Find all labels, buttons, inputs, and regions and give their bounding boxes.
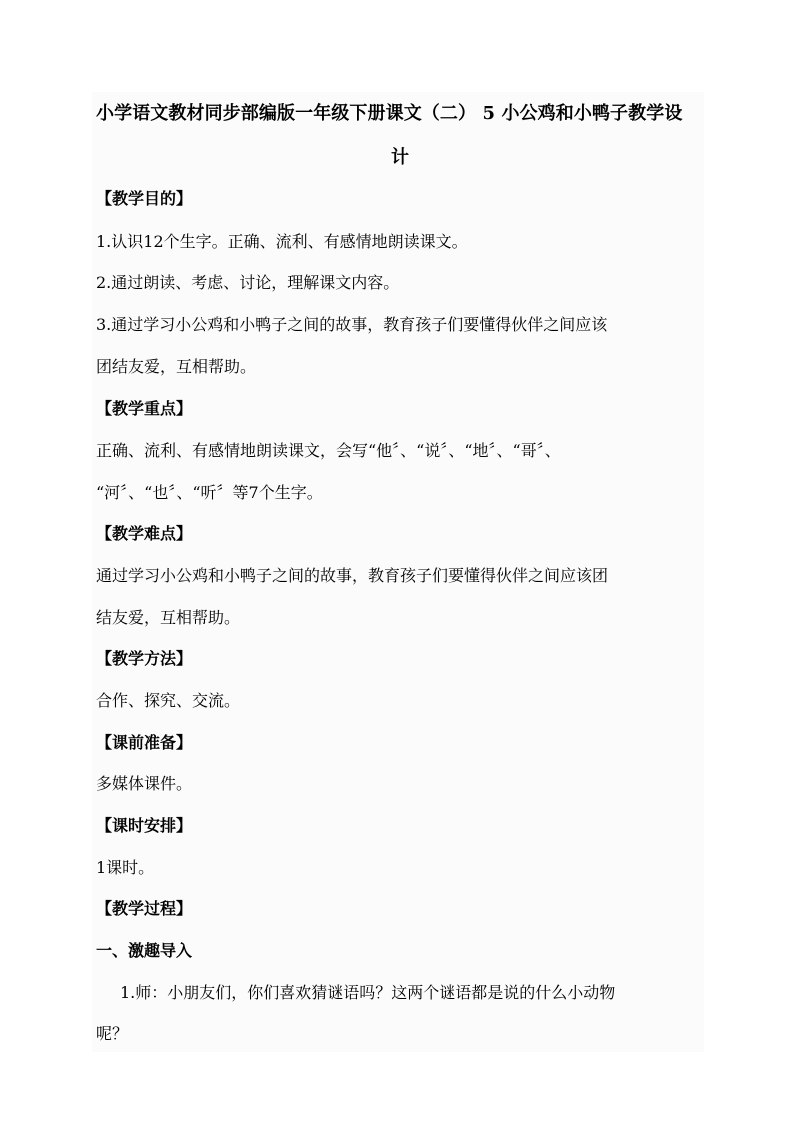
goal-item-3-line-1: 3.通过学习小公鸡和小鸭子之间的故事，教育孩子们要懂得伙伴之间应该 bbox=[96, 315, 608, 334]
goal-item-1: 1.认识12个生字。正确、流利、有感情地朗读课文。 bbox=[96, 232, 468, 251]
document-title-line-1: 小学语文教材同步部编版一年级下册课文（二） 5 小公鸡和小鸭子教学设 bbox=[96, 103, 683, 124]
section-heading-key-points: 【教学重点】 bbox=[96, 399, 193, 418]
goal-item-2: 2.通过朗读、考虑、讨论，理解课文内容。 bbox=[96, 273, 400, 292]
document-title-line-2: 计 bbox=[391, 147, 409, 168]
section-heading-preparation: 【课前准备】 bbox=[96, 733, 193, 752]
section-heading-difficulties: 【教学难点】 bbox=[96, 524, 193, 543]
section-heading-goals: 【教学目的】 bbox=[96, 189, 193, 208]
section-heading-process: 【教学过程】 bbox=[96, 899, 193, 918]
section-heading-schedule: 【课时安排】 bbox=[96, 816, 193, 835]
step-1-line-1: 1.师：小朋友们，你们喜欢猜谜语吗？这两个谜语都是说的什么小动物 bbox=[120, 983, 616, 1002]
preparation-text: 多媒体课件。 bbox=[96, 774, 193, 793]
goal-item-3-line-2: 团结友爱，互相帮助。 bbox=[96, 357, 257, 376]
key-points-line-1: 正确、流利、有感情地朗读课文，会写“他〞、“说〞、“地〞、“哥〞、 bbox=[96, 441, 561, 460]
difficulties-line-1: 通过学习小公鸡和小鸭子之间的故事，教育孩子们要懂得伙伴之间应该团 bbox=[96, 566, 609, 585]
section-heading-methods: 【教学方法】 bbox=[96, 649, 193, 668]
methods-text: 合作、探究、交流。 bbox=[96, 691, 241, 710]
step-1-line-2: 呢？ bbox=[96, 1024, 129, 1043]
key-points-line-2: “河〞、“也〞、“听〞等7个生字。 bbox=[96, 483, 323, 502]
step-1-heading: 一、激趣导入 bbox=[96, 941, 193, 960]
schedule-text: 1课时。 bbox=[96, 858, 155, 877]
difficulties-line-2: 结友爱，互相帮助。 bbox=[96, 608, 241, 627]
